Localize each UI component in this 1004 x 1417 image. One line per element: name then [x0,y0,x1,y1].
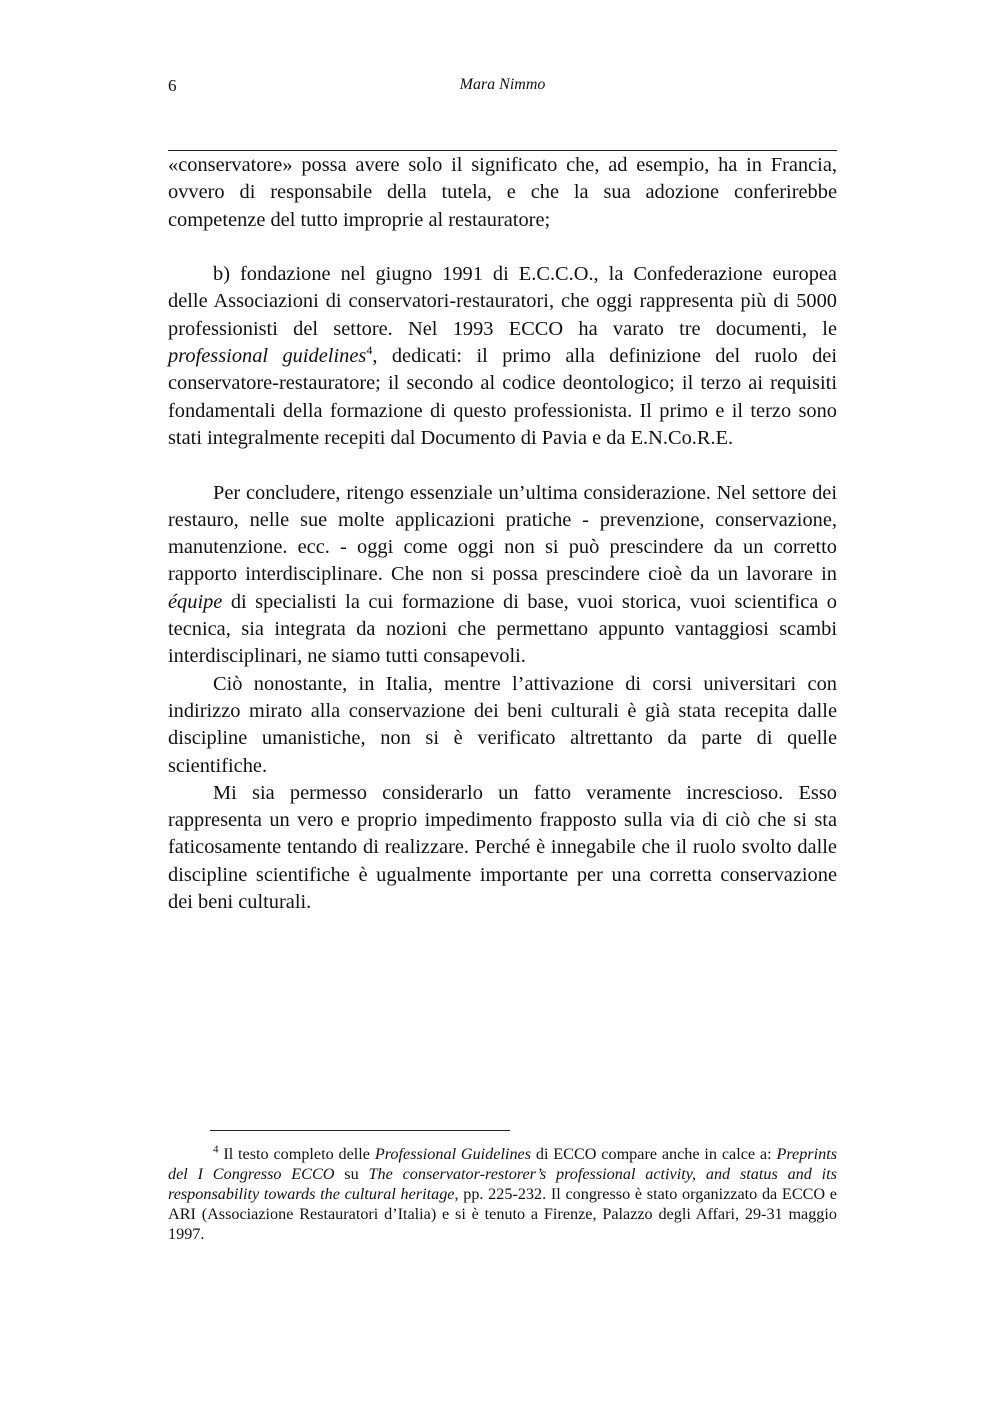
footnote-4 [168,1144,837,1244]
footnote-text-c: su [334,1165,369,1183]
italic-equipe: équipe [168,590,223,613]
paragraph-3-text-b: di specialisti la cui formazione di base, vuoi storica, vuoi scientifica o tecnica, sia integrata da nozioni che permettano appunto vantaggiosi scambi interdisciplinari, ne siamo tutti consapevoli. [168,590,837,668]
paragraph-2-text-a: b) fondazione nel giugno 1991 di E.C.C.O., la Confederazione europea delle Associazioni di conservatori-restauratori, che oggi rappresenta più di 5000 professionisti del settore. Nel 1993 ECCO ha varato tre documenti, le [168,263,837,340]
page-number: 6 [168,76,177,95]
paragraph-5-text: Mi sia permesso considerarlo un fatto veramente increscioso. Esso rappresenta un vero e proprio impedimento frapposto sulla via di ciò che si sta faticosamente tentando di realizzare. Perché è innegabile che il ruolo svolto dalle discipline scientifiche è ugualmente importante per una corretta conservazione dei beni culturali. [168,781,837,914]
footnote-italic-guidelines: Professional Guidelines [374,1145,532,1163]
body-text [168,152,837,916]
header-rule [168,150,837,151]
italic-professional-guidelines: professional guidelines [168,345,367,368]
paragraph-2-text-b: , dedicati: il primo alla definizione del ruolo dei conservatore-restauratore; il secondo al codice deontologico; il terzo ai requisiti fondamentali della formazione di questo professionista. Il primo e il terzo sono stati integralmente recepiti dal Documento di Pavia e da E.N.Co.R.E. [168,345,837,449]
footnote-reference-4[interactable]: 4 [366,343,373,358]
footnote-text-a: Il testo completo delle [218,1145,375,1163]
footnote-marker: 4 [213,1143,219,1156]
paragraph-2 [168,261,837,452]
footnote-italic-title: The conservator-restorer’s professional activity, and status and its responsability towards the cultural heritage [168,1165,837,1203]
paragraph-4 [168,671,837,780]
footnote-text-d: , pp. 225-232. Il congresso è stato organizzato da ECCO e ARI (Associazione Restauratori d’Italia) e si è tenuto a Firenze, Palazzo degli Affari, 29-31 maggio 1997. [168,1185,837,1243]
footnote-separator [210,1130,510,1131]
paragraph-3 [168,480,837,671]
footnote-italic-preprints: Preprints del I Congresso ECCO [168,1145,837,1183]
paragraph-4-text: Ciò nonostante, in Italia, mentre l’attivazione di corsi universitari con indirizzo mirato alla conservazione dei beni culturali è già stata recepita dalle discipline umanistiche, non si è verificato altrettanto da parte di quelle scientifiche. [168,672,837,777]
footnote-text-b: di ECCO compare anche in calce a: [531,1145,777,1163]
paragraph-1-text: «conservatore» possa avere solo il significato che, ad esempio, ha in Francia, ovvero di responsabile della tutela, e che la sua adozione conferirebbe competenze del tutto improprie al restauratore; [168,154,837,231]
paragraph-3-text-a: Per concludere, ritengo essenziale un’ultima considerazione. Nel settore dei restauro, nelle sue molte applicazioni pratiche - prevenzione, conservazione, manutenzione. ecc. - oggi come oggi non si può prescindere da un corretto rapporto interdisciplinare. Che non si possa prescindere cioè da un lavorare in [168,481,837,586]
paragraph-5 [168,780,837,916]
paragraph-1 [168,152,837,234]
running-head-author: Mara Nimmo [459,76,546,93]
